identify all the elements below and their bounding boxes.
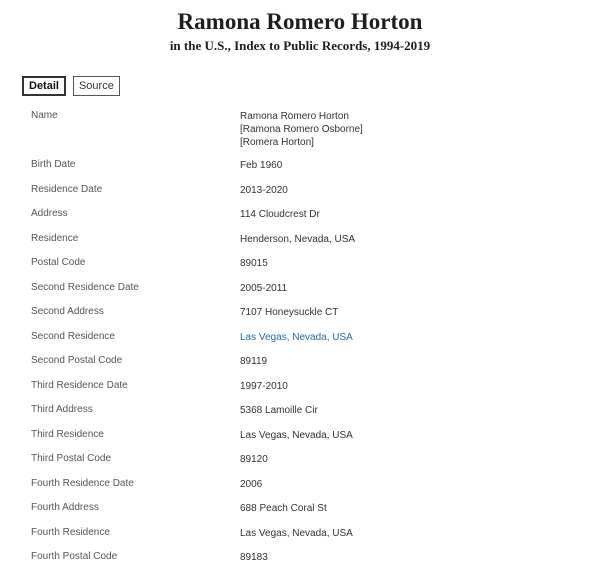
record-row-birth-date <box>0 158 600 183</box>
field-label: Third Postal Code <box>31 453 112 464</box>
page-title: Ramona Romero Horton <box>177 9 423 34</box>
field-label: Fourth Residence <box>31 526 110 538</box>
tab-detail[interactable]: Detail <box>22 76 66 96</box>
name-alias: [Romera Horton] <box>240 137 314 148</box>
field-label: Fourth Postal Code <box>31 551 118 562</box>
record-row-third-address <box>0 403 600 428</box>
record-row-second-postal-code <box>0 354 600 379</box>
second-residence-link[interactable]: Las Vegas, Nevada, USA <box>240 331 353 343</box>
field-value: Las Vegas, Nevada, USA <box>240 429 353 441</box>
record-row-name <box>0 109 600 158</box>
record-row-fourth-address <box>0 501 600 526</box>
field-label: Fourth Address <box>31 502 99 513</box>
record-row-fourth-postal-code <box>0 550 600 575</box>
record-row-residence <box>0 232 600 257</box>
field-label: Address <box>31 208 68 219</box>
record-row-third-residence-date <box>0 379 600 404</box>
record-row-address <box>0 207 600 232</box>
field-value: 7107 Honeysuckle CT <box>240 307 339 318</box>
field-value: 89119 <box>240 356 268 367</box>
record-row-third-residence <box>0 428 600 453</box>
record-row-second-residence-date <box>0 281 600 306</box>
record-row-postal-code <box>0 256 600 281</box>
field-value: 5368 Lamoille Cir <box>240 405 318 416</box>
field-value: 2005-2011 <box>240 282 288 294</box>
field-label: Second Residence Date <box>31 281 139 293</box>
field-value: 2006 <box>240 478 263 490</box>
collection-subtitle: in the U.S., Index to Public Records, 1994-2019 <box>169 38 431 53</box>
field-label: Birth Date <box>31 159 76 170</box>
record-row-residence-date <box>0 183 600 208</box>
field-label: Second Address <box>31 306 104 317</box>
field-label: Fourth Residence Date <box>31 477 134 489</box>
field-value: 114 Cloudcrest Dr <box>240 209 320 220</box>
field-value: 89015 <box>240 258 268 269</box>
field-label: Postal Code <box>31 257 86 268</box>
field-label: Third Residence Date <box>31 379 128 391</box>
field-value: Feb 1960 <box>240 160 283 171</box>
record-header <box>0 8 600 54</box>
record-row-fourth-residence-date <box>0 477 600 502</box>
field-value: 89120 <box>240 454 268 465</box>
field-value: 1997-2010 <box>240 380 288 392</box>
record-tabs <box>22 76 120 98</box>
name-alias: [Ramona Romero Osborne] <box>240 124 363 135</box>
field-value: 2013-2020 <box>240 184 288 196</box>
field-value <box>240 109 600 158</box>
field-label: Residence <box>31 232 79 244</box>
tab-source[interactable]: Source <box>73 76 120 96</box>
field-value: Henderson, Nevada, USA <box>240 233 356 245</box>
record-row-second-address <box>0 305 600 330</box>
field-value: Las Vegas, Nevada, USA <box>240 527 353 539</box>
field-label: Second Residence <box>31 330 115 342</box>
field-label: Residence Date <box>31 183 103 195</box>
name-primary: Ramona Romero Horton <box>240 111 349 122</box>
record-row-fourth-residence <box>0 526 600 551</box>
field-value: 89183 <box>240 552 268 563</box>
field-label: Third Address <box>31 404 93 415</box>
field-label: Second Postal Code <box>31 355 123 366</box>
field-label: Name <box>31 110 58 121</box>
field-value <box>240 330 600 355</box>
record-row-second-residence <box>0 330 600 355</box>
field-value: 688 Peach Coral St <box>240 503 327 514</box>
field-label: Third Residence <box>31 428 104 440</box>
record-details <box>0 109 600 575</box>
record-row-third-postal-code <box>0 452 600 477</box>
